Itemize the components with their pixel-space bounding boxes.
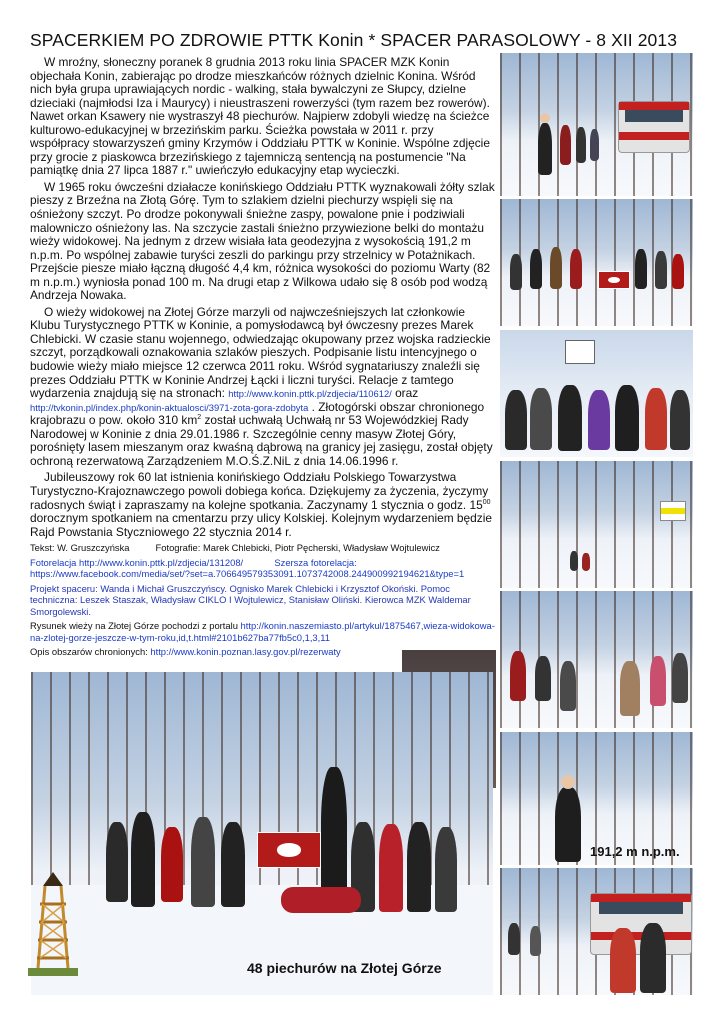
- paragraph-1: W mroźny, słoneczny poranek 8 grudnia 2013 roku linia SPACER MZK Konin objechała Konin, zabierając po drodze mieszkańców różnych dzielnic Konina. Wśród nich była grupa uprawiających nordic - walking, stała bywalczyni ze Słupcy, dzielne dzieciaki (najmłodsi Iza i Maurycy) i nieustraszeni rowerzyści (tym razem bez rowerów). Nawet orkan Ksawery nie wystraszył 48 piechurów. Najpierw zdobyli wiedzę na ścieżce kulturowo-edukacyjnej w brzezińskim parku. Ścieżka powstała w 2011 r. przy współpracy stowarzyszeń gminy Krzymów i Oddziału PTTK w Koninie. Wspólne zdjęcie przy grocie z piaskowca brzezińskiego z tajemniczą sentencją na postumencie "Na pamiątkę dnia 27 lipca 1887 r." uwieńczyło edukacyjny etap wycieczki.: [30, 55, 490, 178]
- areas-link[interactable]: http://www.konin.poznan.lasy.gov.pl/rezerwaty: [150, 646, 341, 658]
- photo-bus-return: [500, 868, 693, 995]
- tower-drawing: [26, 868, 80, 984]
- paragraph-2: W 1965 roku ówcześni działacze konińskiego Oddziału PTTK wyznakowali żółty szlak pieszy z Brzeźna na Złotą Górę. Tym to szlakiem dzielni piechurzy wspięli się na ośnieżony szczyt. Po drodze pokonywali śnieżne zaspy, powalone pnie i podziwiali malowniczo ośnieżony las. Na szczycie zastali śnieżno przywiezione belki do montażu wieży widokowej. Na jednym z drzew wisiała łata geodezyjna z wysokością 191,2 m n.p.m. Po wspólnej zabawie turyści zeszli do parkingu przy strzelnicy w Potażnikach. Przejście piesze miało łączną długość 4,4 km, różnica wysokości do poziomu Warty (82 m n.p.m.) wyniosła ponad 100 m. Na drugi etap z Wilkowa udało się 8 osób pod wodzą Andrzeja Nowaka.: [30, 179, 495, 303]
- pttk-photo-link[interactable]: http://www.konin.pttk.pl/zdjecia/110612/: [228, 388, 392, 400]
- pttk-flag: [257, 832, 321, 868]
- pttk-flag: [598, 271, 630, 289]
- yellow-trail-marker: [660, 501, 686, 521]
- photo-main-group: [31, 672, 493, 995]
- main-photo-caption: 48 piechurów na Złotej Górze: [247, 960, 442, 976]
- tvkonin-link[interactable]: http://tvkonin.pl/index.php/konin-aktualosci/3971-zota-gora-zdobyta: [30, 401, 309, 413]
- photo-crowd-sign: [500, 330, 693, 457]
- paragraph-3: O wieży widokowej na Złotej Górze marzyli od najwcześniejszych lat członkowie Klubu Turystycznego PTTK w Koninie, a pomysłodawcą był ówczesny prezes Marek Chlebicki. W czasie stanu wojennego, odwiedzając okupowany przez wojska radzieckie szczyt, porządkowali oznakowania szlaków pieszych. Podpisanie listu intencyjnego o budowie wieży miało miejsce 12 czerwca 2011 roku. Wśród sygnatariuszy znaleźli się prezes Oddziału PTTK w Koninie Andrzej Łącki i liczni turyści. Relacje z tamtego wydarzenia znajdują się na stronach: http://www.konin.pttk.pl/zdjecia/110612/ oraz http://tvkonin.pl/index.php/konin-aktualosci/3971-zota-gora-zdobyta . Złotogórski obszar chronionego krajobrazu o pow. około 310 $km^2$ został uchwałą Uchwałą nr 53 Wojewódzkiej Rady Narodowej w Koninie z dnia 29.01.1986 r. Szczególnie cenny masyw Złotej Góry, porośnięty lasem mieszanym oraz kwaśną dąbrową na granicy jej zasięgu, został objęty ochroną rezerwatową Zarządzeniem M.O.Ś.Z.NiL z dnia 14.06.1996 r.: [30, 304, 493, 468]
- photo-bus-stop: [500, 53, 693, 196]
- paragraph-4: Jubileuszowy rok 60 lat istnienia konińskiego Oddziału Polskiego Towarzystwa Turystyczno-Krajoznawczego powoli dobiega końca. Dziękujemy za życzenia, życzymy radosnych świąt i zapraszamy na kolejne spotkania. Zaczynamy 1 stycznia o godz. $15^{00}$ dorocznym spotkaniem na cmentarzu przy ulicy Kolskiej. Kolejnym wydarzeniem będzie Rajd Powstania Styczniowego 22 stycznia 2014 r.: [30, 470, 492, 539]
- facebook-link[interactable]: https://www.facebook.com/media/set/?set=a.706649579353091.1073742008.244900992194621&type=1: [30, 568, 465, 580]
- photo-group-flag: [500, 199, 693, 326]
- fotorelacja-line: Fotorelacja http://www.konin.pttk.pl/zdjecia/131208/ Szersza fotorelacja: https://www.facebook.com/media/set/?set=a.706649579353091.1073742008.244900992194621&type=1: [30, 556, 465, 580]
- page-title: SPACERKIEM PO ZDROWIE PTTK Konin * SPACER PARASOLOWY - 8 XII 2013: [30, 30, 678, 50]
- areas-source: Opis obszarów chronionych: http://www.konin.poznan.lasy.gov.pl/rezerwaty: [30, 646, 341, 658]
- bus: [618, 101, 690, 153]
- credits-line: Tekst: W. Gruszczyńska Fotografie: Marek Chlebicki, Piotr Pęcherski, Władysław Wojtulewicz: [30, 542, 440, 554]
- photo-snowy-forest: [500, 461, 693, 588]
- tower-link[interactable]: http://konin.naszemiasto.pl/artykul/1875467,wieza-widokowa-na-zlotej-gorze-jeszcze-w-tym-roku,id,t.html#2101b627ba77fb5c0,1,3,11: [30, 620, 495, 643]
- fotorelacja-link[interactable]: Fotorelacja http://www.konin.pttk.pl/zdjecia/131208/: [30, 556, 244, 568]
- elevation-caption: 191,2 m n.p.m.: [590, 844, 680, 859]
- project-credits: Projekt spaceru: Wanda i Michał Gruszczyńscy. Ognisko Marek Chlebicki i Krzysztof Okoński. Pomoc techniczna: Leszek Staszak, Władysław CIKLO I Wojtulewicz, Stanisław Oliński. Kierowca MZK Waldemar Smorgolewski.: [30, 582, 471, 617]
- article-body: [30, 56, 496, 661]
- photo-elevation-marker: [500, 732, 693, 865]
- tower-source: Rysunek wieży na Złotej Górze pochodzi z portalu http://konin.naszemiasto.pl/artykul/1875467,wieza-widokowa-na-zlotej-gorze-jeszcze-w-tym-roku,id,t.html#2101b627ba77fb5c0,1,3,11: [30, 620, 495, 643]
- photo-dancing-circle: [500, 591, 693, 728]
